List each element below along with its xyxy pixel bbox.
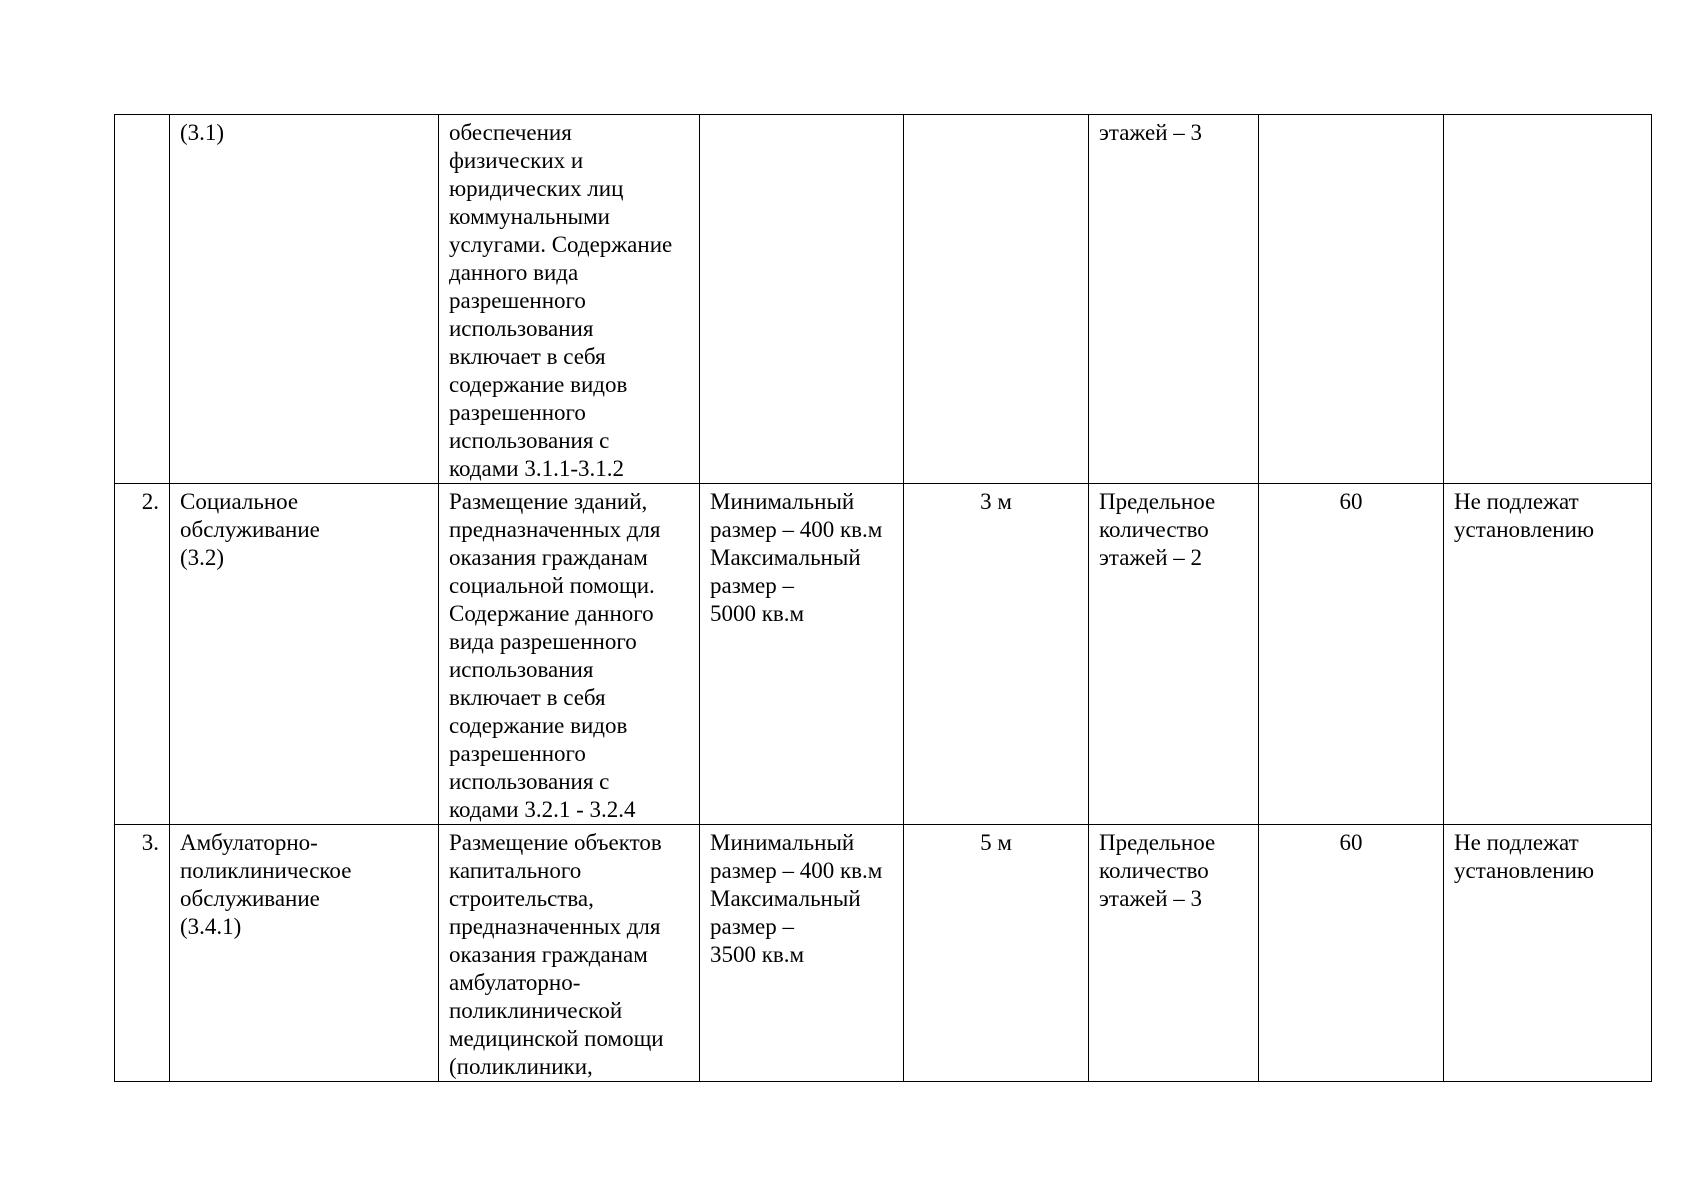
other-parameters-cell: Не подлежат установлению: [1444, 484, 1652, 825]
floors-limit-cell: Предельное количество этажей – 2: [1089, 484, 1259, 825]
use-type-name-cell: (3.1): [170, 115, 439, 484]
row-number-cell: [115, 115, 170, 484]
coverage-percent-cell: 60: [1259, 825, 1444, 1082]
row-number-cell: 3.: [115, 825, 170, 1082]
coverage-percent-cell: [1259, 115, 1444, 484]
coverage-percent-cell: 60: [1259, 484, 1444, 825]
use-type-name-cell: Социальное обслуживание (3.2): [170, 484, 439, 825]
use-type-description-cell: обеспечения физических и юридических лиц коммунальными услугами. Содержание данного вида разрешенного использования включает в себя содержание видов разрешенного использования с кодами 3.1.1-3.1.2: [439, 115, 700, 484]
setback-cell: 5 м: [904, 825, 1089, 1082]
plot-size-cell: Минимальный размер – 400 кв.м Максимальный размер – 3500 кв.м: [700, 825, 904, 1082]
plot-size-cell: [700, 115, 904, 484]
table-row: [115, 484, 1652, 825]
other-parameters-cell: [1444, 115, 1652, 484]
use-type-description-cell: Размещение объектов капитального строительства, предназначенных для оказания гражданам амбулаторно- поликлинической медицинской помощи (поликлиники,: [439, 825, 700, 1082]
plot-size-cell: Минимальный размер – 400 кв.м Максимальный размер – 5000 кв.м: [700, 484, 904, 825]
use-type-name-cell: Амбулаторно- поликлиническое обслуживание (3.4.1): [170, 825, 439, 1082]
table-row: [115, 825, 1652, 1082]
floors-limit-cell: этажей – 3: [1089, 115, 1259, 484]
other-parameters-cell: Не подлежат установлению: [1444, 825, 1652, 1082]
floors-limit-cell: Предельное количество этажей – 3: [1089, 825, 1259, 1082]
setback-cell: [904, 115, 1089, 484]
zoning-regulations-table: [114, 114, 1652, 1082]
use-type-description-cell: Размещение зданий, предназначенных для оказания гражданам социальной помощи. Содержание данного вида разрешенного использования включает в себя содержание видов разрешенного использования с кодами 3.2.1 - 3.2.4: [439, 484, 700, 825]
setback-cell: 3 м: [904, 484, 1089, 825]
row-number-cell: 2.: [115, 484, 170, 825]
table-row: [115, 115, 1652, 484]
